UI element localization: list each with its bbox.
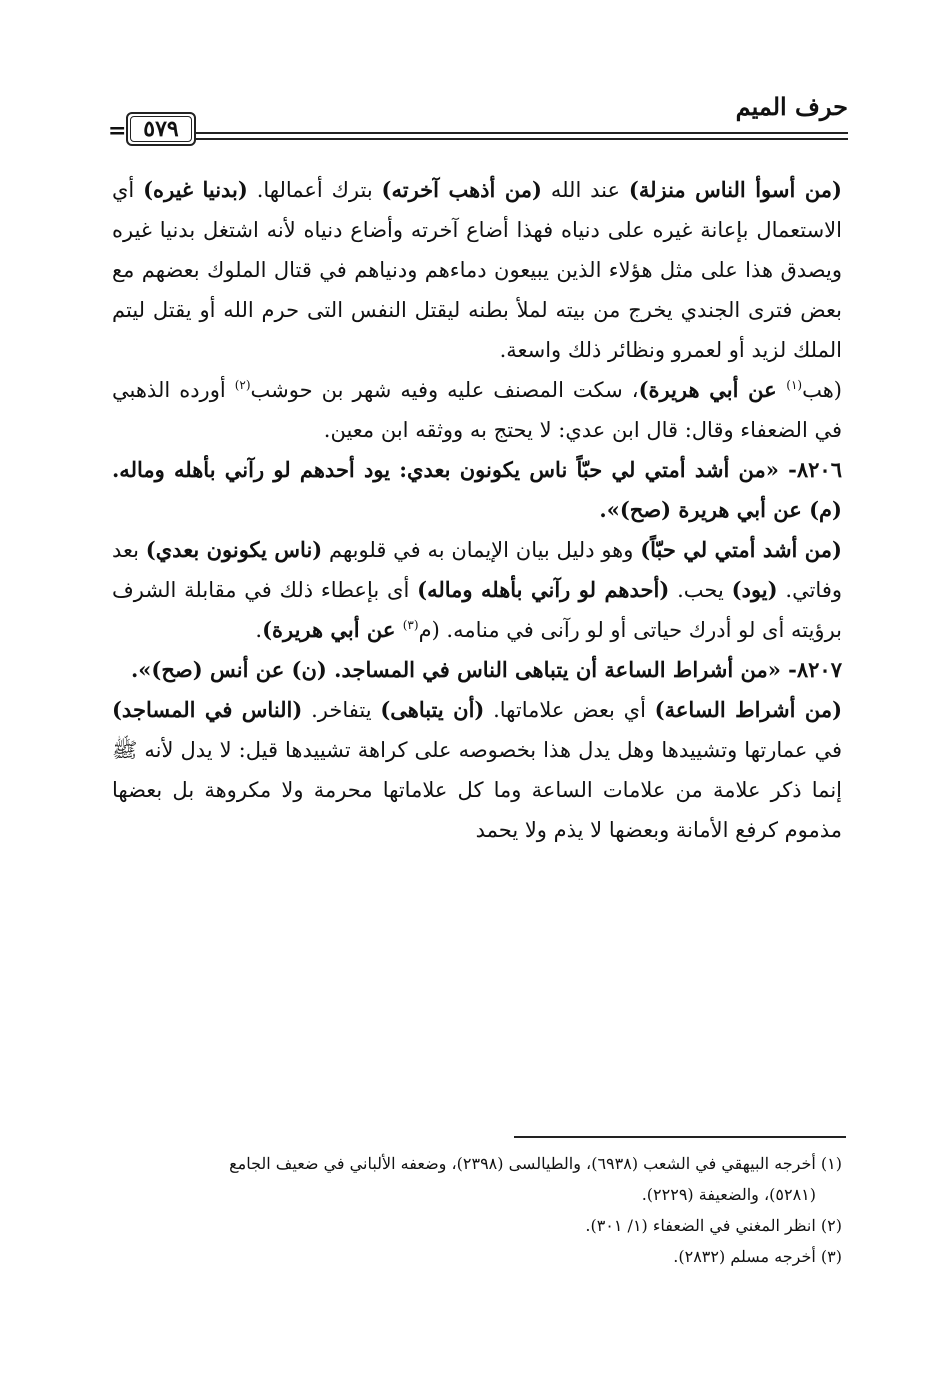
text-span: أى بإعطاء ذلك في مقابلة الشرف برؤيته أى لو أدرك حياتى أو لو رآنى في منامه. (م xyxy=(112,578,842,642)
header-rule xyxy=(196,132,848,134)
hadith-8206 xyxy=(112,450,842,530)
paragraph-commentary-3 xyxy=(112,690,842,850)
page-header xyxy=(108,92,848,152)
footnote-1: (١) أخرجه البيهقي في الشعب (٦٩٣٨)، والطيالسى (٢٣٩٨)، وضعفه الألباني في ضعيف الجامع xyxy=(229,1154,842,1173)
bold-phrase: (من أشد أمتي لي حبّاً) xyxy=(640,537,842,562)
footnotes xyxy=(112,1148,842,1272)
footnote-ref[interactable]: (٣) xyxy=(402,618,419,632)
bold-phrase: (من أسوأ الناس منزلة) xyxy=(628,177,842,202)
bold-phrase: (أحدهم لو رآني بأهله وماله) xyxy=(417,577,670,602)
page-number-box xyxy=(126,112,196,146)
bold-phrase: (أن يتباهى) xyxy=(380,697,485,722)
hadith-text: ٨٢٠٦- «من أشد أمتي لي حبّاً ناس يكونون بعدي: يود أحدهم لو رآني بأهله وماله. (م) عن أبي هريرة (صح)». xyxy=(112,457,842,522)
hadith-8207 xyxy=(112,650,842,690)
text-span: بترك أعمالها. xyxy=(247,178,382,202)
text-span: ، سكت المصنف عليه وفيه شهر بن حوشب xyxy=(250,378,639,402)
text-span: وهو دليل بيان الإيمان به في قلوبهم xyxy=(322,538,641,562)
chapter-title: حرف الميم xyxy=(735,92,848,121)
text-span: أورده الذهبي في الضعفاء وقال: قال ابن عدي: لا يحتج به ووثقه ابن معين. xyxy=(112,378,842,442)
paragraph-commentary-1 xyxy=(112,170,842,370)
footnote-2: (٢) انظر المغني في الضعفاء (١/ ٣٠١). xyxy=(585,1216,842,1235)
footnote-3: (٣) أخرجه مسلم (٢٨٣٢). xyxy=(673,1247,842,1266)
bold-phrase: عن أبي هريرة) xyxy=(638,377,787,402)
page-number: ٥٧٩ xyxy=(143,116,179,142)
text-span: . xyxy=(255,618,263,642)
text-span: بعد وفاتي. xyxy=(112,538,843,602)
text-span: يحب. xyxy=(669,578,732,602)
text-span: في عمارتها وتشييدها وهل يدل هذا بخصوصه على كراهة تشييدها قيل: لا يدل لأنه ﷺ إنما ذكر علامة من علامات الساعة وما كل علاماتها محرمة ولا مكروهة بل بعضها مذموم كرفع الأمانة وبعضها لا يذم ولا يحمد xyxy=(112,738,842,842)
footnote-ref[interactable]: (٢) xyxy=(234,378,251,392)
ornament-mark: = xyxy=(108,118,127,144)
footnote-1-cont: (٥٢٨١)، والضعيفة (٢٢٢٩). xyxy=(641,1185,816,1204)
text-span: يتفاخر. xyxy=(302,698,381,722)
header-rule xyxy=(196,138,848,140)
paragraph-commentary-2 xyxy=(112,530,842,650)
bold-phrase: (ناس يكونون بعدي) xyxy=(145,537,323,562)
text-span: (هب xyxy=(802,378,842,402)
text-span: أي بعض علاماتها. xyxy=(484,698,655,722)
bold-phrase: (من أذهب آخرته) xyxy=(381,177,542,202)
text-span: عند الله xyxy=(542,178,629,202)
hadith-text: ٨٢٠٧- «من أشراط الساعة أن يتباهى الناس في المساجد. (ن) عن أنس (صح)». xyxy=(130,657,842,682)
main-text xyxy=(112,170,842,850)
bold-phrase: (بدنيا غيره) xyxy=(143,177,248,202)
footnote-divider xyxy=(514,1136,846,1138)
footnote-ref[interactable]: (١) xyxy=(786,378,803,392)
bold-phrase: (الناس في المساجد) xyxy=(112,697,303,722)
bold-phrase: (يود) xyxy=(731,577,778,602)
bold-phrase: عن أبي هريرة) xyxy=(262,617,403,642)
text-span: أي الاستعمال بإعانة غيره على دنياه فهذا أضاع آخرته وأضاع دنياه لأنه اشتغل بدنيا غيره ويصدق هذا على مثل هؤلاء الذين يبيعون دماءهم ودنياهم في قتال الملوك بعضهم مع بعض فترى الجندي يخرج من بيته لملأ بطنه ليقتل النفس التى حرم الله أو يقتل ليتم الملك لزيد أو لعمرو ونظائر ذلك واسعة. xyxy=(112,178,842,362)
paragraph-source xyxy=(112,370,842,450)
bold-phrase: (من أشراط الساعة) xyxy=(654,697,843,722)
